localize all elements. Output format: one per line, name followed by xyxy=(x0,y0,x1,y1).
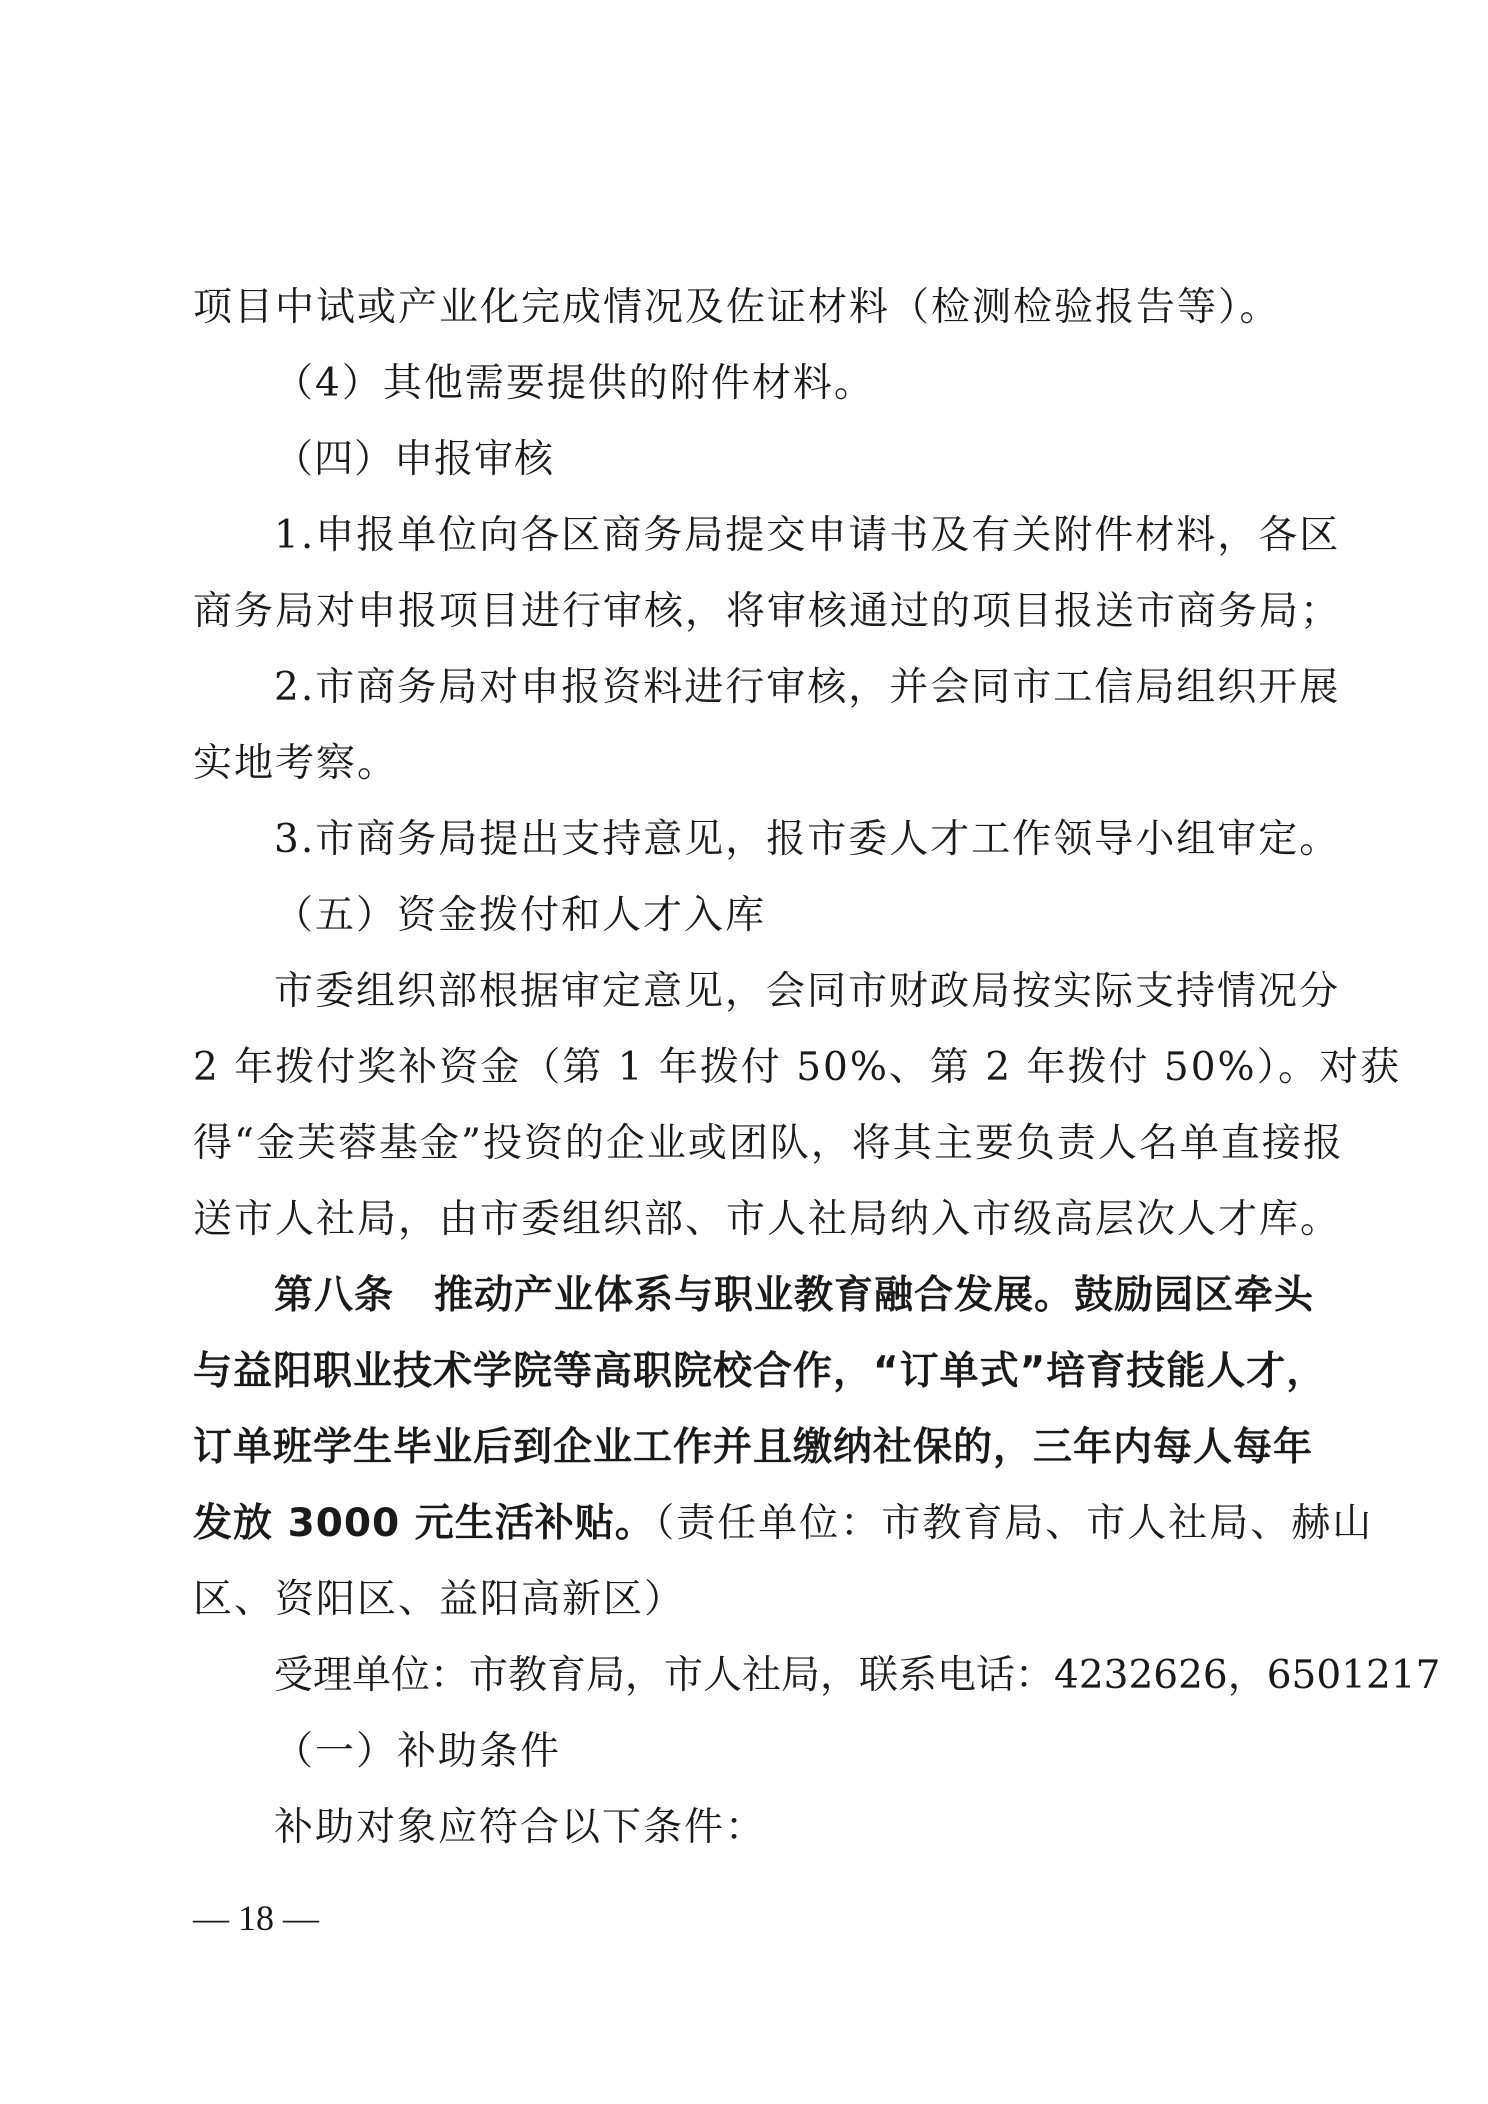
section-heading: （四）申报审核 xyxy=(274,437,555,482)
contact-line: 受理单位：市教育局，市人社局，联系电话：4232626，6501217 xyxy=(274,1653,1441,1698)
paragraph-line: 实地考察。 xyxy=(193,741,399,786)
article-heading-line: 第八条 推动产业体系与职业教育融合发展。鼓励园区牵头 xyxy=(274,1273,1315,1318)
paragraph-line: 市委组织部根据审定意见，会同市财政局按实际支持情况分 xyxy=(274,969,1341,1014)
paragraph-line: 补助对象应符合以下条件： xyxy=(274,1805,767,1850)
paragraph-line: 1.申报单位向各区商务局提交申请书及有关附件材料，各区 xyxy=(274,513,1341,558)
paragraph-line: 区、资阳区、益阳高新区） xyxy=(193,1577,686,1622)
responsibility-text: （责任单位：市教育局、市人社局、赫山 xyxy=(654,1501,1374,1546)
paragraph-line: 3.市商务局提出支持意见，报市委人才工作领导小组审定。 xyxy=(274,817,1341,862)
paragraph-line: 得“金芙蓉基金”投资的企业或团队，将其主要负责人名单直接报 xyxy=(193,1121,1344,1166)
paragraph-line: 2.市商务局对申报资料进行审核，并会同市工信局组织开展 xyxy=(274,665,1341,710)
subsidy-amount-text: 发放 3000 元生活补贴。 xyxy=(193,1501,655,1546)
subsection-heading: （一）补助条件 xyxy=(274,1729,562,1774)
mixed-article-line xyxy=(193,1499,1374,1549)
paragraph-line: 项目中试或产业化完成情况及佐证材料（检测检验报告等）。 xyxy=(193,285,1281,330)
list-item: （4）其他需要提供的附件材料。 xyxy=(274,361,875,406)
page-number: — 18 — xyxy=(193,1898,319,1938)
paragraph-line: 2 年拨付奖补资金（第 1 年拨付 50%、第 2 年拨付 50%）。对获 xyxy=(193,1045,1402,1090)
paragraph-line: 商务局对申报项目进行审核，将审核通过的项目报送市商务局； xyxy=(193,589,1342,634)
article-line: 订单班学生毕业后到企业工作并且缴纳社保的，三年内每人每年 xyxy=(193,1425,1314,1470)
section-heading: （五）资金拨付和人才入库 xyxy=(274,893,767,938)
paragraph-line: 送市人社局，由市委组织部、市人社局纳入市级高层次人才库。 xyxy=(193,1197,1342,1242)
article-line: 与益阳职业技术学院等高职院校合作，“订单式”培育技能人才， xyxy=(193,1349,1327,1394)
